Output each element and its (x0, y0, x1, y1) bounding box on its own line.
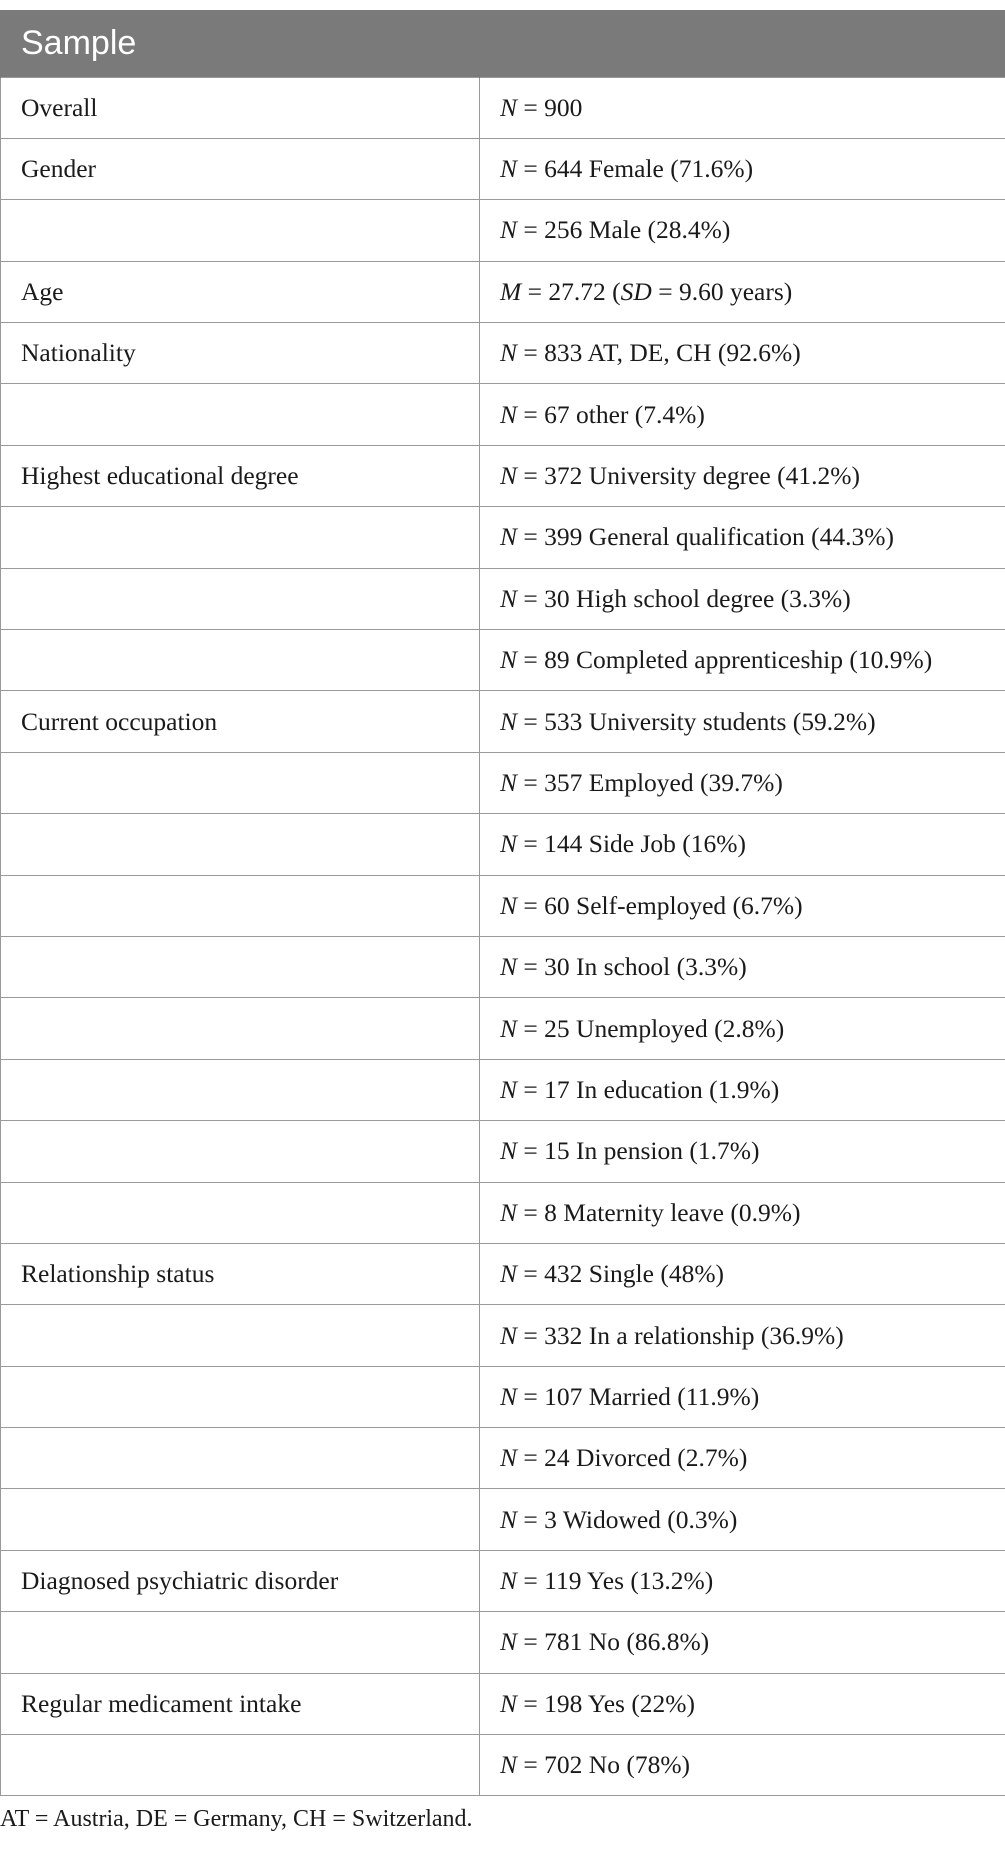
stat-symbol: N (500, 890, 518, 920)
stat-value: 144 Side Job (16%) (544, 829, 747, 859)
stat-symbol: N (500, 338, 518, 368)
table-row (1, 1673, 1005, 1734)
stat-value: 60 Self-employed (6.7%) (544, 890, 803, 920)
header-cell-sample: Sample (1, 10, 480, 77)
stat-symbol: N (500, 645, 518, 675)
stat-value: 119 Yes (13.2%) (544, 1566, 714, 1596)
stat-value: 107 Married (11.9%) (544, 1381, 760, 1411)
row-value-cell (480, 1550, 1005, 1611)
stat-relation: = (517, 583, 545, 613)
table-row (1, 875, 1005, 936)
table-row (1, 445, 1005, 506)
row-value-cell (480, 77, 1005, 138)
stat-symbol: M (500, 276, 522, 306)
stat-relation: = (517, 767, 545, 797)
row-value-cell (480, 1366, 1005, 1427)
table-row (1, 200, 1005, 261)
row-value-cell (480, 998, 1005, 1059)
row-label-cell (1, 1489, 480, 1550)
stat-symbol: N (500, 767, 518, 797)
stat-symbol: N (500, 1627, 518, 1657)
stat-value: 17 In education (1.9%) (544, 1074, 780, 1104)
row-label-cell: Relationship status (1, 1243, 480, 1304)
row-label-cell: Current occupation (1, 691, 480, 752)
stat-value: 833 AT, DE, CH (92.6%) (544, 338, 801, 368)
table-row (1, 261, 1005, 322)
row-value-cell (480, 752, 1005, 813)
table-row (1, 323, 1005, 384)
row-label-cell (1, 1182, 480, 1243)
stat-symbol: N (500, 215, 518, 245)
row-value-cell (480, 1673, 1005, 1734)
table-row (1, 138, 1005, 199)
table-body (1, 77, 1005, 1796)
row-value-cell (480, 875, 1005, 936)
table-row (1, 1366, 1005, 1427)
table-row (1, 1489, 1005, 1550)
table-row (1, 814, 1005, 875)
table-row (1, 1735, 1005, 1796)
header-cell-value (480, 10, 1005, 77)
table-row (1, 630, 1005, 691)
stat-relation: = (517, 952, 545, 982)
stat-symbol: N (500, 154, 518, 184)
stat-relation: = (517, 399, 545, 429)
stat-relation: = (517, 1136, 545, 1166)
stat-relation: = (517, 461, 545, 491)
stat-relation: = (517, 706, 545, 736)
row-value-cell (480, 1243, 1005, 1304)
stat-symbol: N (500, 1074, 518, 1104)
row-value-cell (480, 200, 1005, 261)
row-label-cell: Highest educational degree (1, 445, 480, 506)
stat-value: 25 Unemployed (2.8%) (544, 1013, 785, 1043)
row-value-cell (480, 323, 1005, 384)
stat-value: 3 Widowed (0.3%) (544, 1504, 738, 1534)
stat-relation: = (517, 1504, 545, 1534)
row-value-cell (480, 814, 1005, 875)
stat-symbol: N (500, 399, 518, 429)
row-value-cell (480, 630, 1005, 691)
stat-symbol: N (500, 1259, 518, 1289)
stat-relation: = (517, 1259, 545, 1289)
row-value-cell (480, 1428, 1005, 1489)
stat-value: 8 Maternity leave (0.9%) (544, 1197, 801, 1227)
row-label-cell (1, 630, 480, 691)
row-label-cell: Diagnosed psychiatric disorder (1, 1550, 480, 1611)
row-label-cell (1, 384, 480, 445)
row-value-cell (480, 936, 1005, 997)
stat-relation: = (517, 1688, 545, 1718)
table-row (1, 691, 1005, 752)
row-value-cell (480, 261, 1005, 322)
stat-symbol: N (500, 1750, 518, 1780)
stat-relation: = (651, 276, 679, 306)
row-value-cell (480, 445, 1005, 506)
stat-value: 15 In pension (1.7%) (544, 1136, 760, 1166)
stat-value: 357 Employed (39.7%) (544, 767, 783, 797)
stat-relation: = (517, 1566, 545, 1596)
row-label-cell (1, 1612, 480, 1673)
sample-table (0, 10, 1005, 1796)
table-header (1, 10, 1005, 77)
table-row (1, 507, 1005, 568)
row-value-cell (480, 1059, 1005, 1120)
stat-symbol: SD (620, 276, 652, 306)
stat-relation: = (517, 1381, 545, 1411)
table-row (1, 1305, 1005, 1366)
row-label-cell: Nationality (1, 323, 480, 384)
stat-value: 67 other (7.4%) (544, 399, 705, 429)
stat-value: 30 High school degree (3.3%) (544, 583, 851, 613)
row-label-cell: Overall (1, 77, 480, 138)
row-label-cell (1, 1305, 480, 1366)
stat-symbol: N (500, 1688, 518, 1718)
table-row (1, 998, 1005, 1059)
stat-value: 256 Male (28.4%) (544, 215, 731, 245)
stat-value: 644 Female (71.6%) (544, 154, 754, 184)
row-value-cell (480, 507, 1005, 568)
row-label-cell (1, 568, 480, 629)
table-row (1, 1550, 1005, 1611)
table-row (1, 752, 1005, 813)
table-row (1, 1121, 1005, 1182)
stat-relation: = (517, 1197, 545, 1227)
stat-relation: = (517, 645, 545, 675)
row-value-cell (480, 384, 1005, 445)
stat-value: 399 General qualification (44.3%) (544, 522, 894, 552)
stat-symbol: N (500, 583, 518, 613)
table-row (1, 568, 1005, 629)
row-value-cell (480, 1735, 1005, 1796)
stat-relation: = (517, 1443, 545, 1473)
stat-symbol: N (500, 1381, 518, 1411)
row-label-cell (1, 875, 480, 936)
row-value-cell (480, 1305, 1005, 1366)
stat-symbol: N (500, 1504, 518, 1534)
row-label-cell (1, 936, 480, 997)
stat-value: 332 In a relationship (36.9%) (544, 1320, 844, 1350)
stat-value: 432 Single (48%) (544, 1259, 725, 1289)
row-label-cell (1, 1428, 480, 1489)
header-row (1, 10, 1005, 77)
row-value-cell (480, 691, 1005, 752)
table-row (1, 77, 1005, 138)
stat-relation: = (517, 338, 545, 368)
stat-value: 89 Completed apprenticeship (10.9%) (544, 645, 933, 675)
row-value-cell (480, 568, 1005, 629)
row-label-cell (1, 1366, 480, 1427)
row-label-cell: Age (1, 261, 480, 322)
stat-value: 900 (544, 92, 583, 122)
stat-relation: = (521, 276, 549, 306)
row-label-cell (1, 1059, 480, 1120)
stat-value: 9.60 years) (678, 276, 793, 306)
sample-table-wrapper (0, 10, 1005, 1796)
stat-symbol: N (500, 522, 518, 552)
table-row (1, 1428, 1005, 1489)
stat-symbol: N (500, 706, 518, 736)
table-row (1, 1059, 1005, 1120)
stat-symbol: N (500, 1197, 518, 1227)
stat-value: 702 No (78%) (544, 1750, 691, 1780)
row-value-cell (480, 1182, 1005, 1243)
stat-relation: = (517, 154, 545, 184)
stat-value: 27.72 ( (548, 276, 621, 306)
table-footnote: AT = Austria, DE = Germany, CH = Switzerland. (0, 1806, 473, 1832)
row-label-cell: Regular medicament intake (1, 1673, 480, 1734)
row-label-cell (1, 507, 480, 568)
row-value-cell (480, 1489, 1005, 1550)
stat-relation: = (517, 829, 545, 859)
stat-relation: = (517, 522, 545, 552)
stat-value: 533 University students (59.2%) (544, 706, 876, 736)
stat-symbol: N (500, 1443, 518, 1473)
row-label-cell (1, 200, 480, 261)
stat-symbol: N (500, 1136, 518, 1166)
table-row (1, 936, 1005, 997)
stat-value: 30 In school (3.3%) (544, 952, 747, 982)
stat-value: 372 University degree (41.2%) (544, 461, 860, 491)
table-row (1, 1182, 1005, 1243)
row-label-cell (1, 1735, 480, 1796)
stat-relation: = (517, 92, 545, 122)
stat-symbol: N (500, 1013, 518, 1043)
row-label-cell (1, 998, 480, 1059)
stat-relation: = (517, 1074, 545, 1104)
stat-relation: = (517, 1627, 545, 1657)
stat-symbol: N (500, 829, 518, 859)
table-row (1, 1243, 1005, 1304)
stat-relation: = (517, 890, 545, 920)
stat-value: 781 No (86.8%) (544, 1627, 710, 1657)
stat-symbol: N (500, 92, 518, 122)
stat-relation: = (517, 1750, 545, 1780)
table-row (1, 384, 1005, 445)
stat-relation: = (517, 215, 545, 245)
row-label-cell (1, 752, 480, 813)
stat-value: 198 Yes (22%) (544, 1688, 696, 1718)
row-value-cell (480, 1612, 1005, 1673)
table-row (1, 1612, 1005, 1673)
row-label-cell (1, 814, 480, 875)
stat-relation: = (517, 1013, 545, 1043)
stat-relation: = (517, 1320, 545, 1350)
row-value-cell (480, 1121, 1005, 1182)
stat-symbol: N (500, 461, 518, 491)
stat-value: 24 Divorced (2.7%) (544, 1443, 748, 1473)
stat-symbol: N (500, 952, 518, 982)
row-value-cell (480, 138, 1005, 199)
row-label-cell (1, 1121, 480, 1182)
stat-symbol: N (500, 1566, 518, 1596)
stat-symbol: N (500, 1320, 518, 1350)
row-label-cell: Gender (1, 138, 480, 199)
